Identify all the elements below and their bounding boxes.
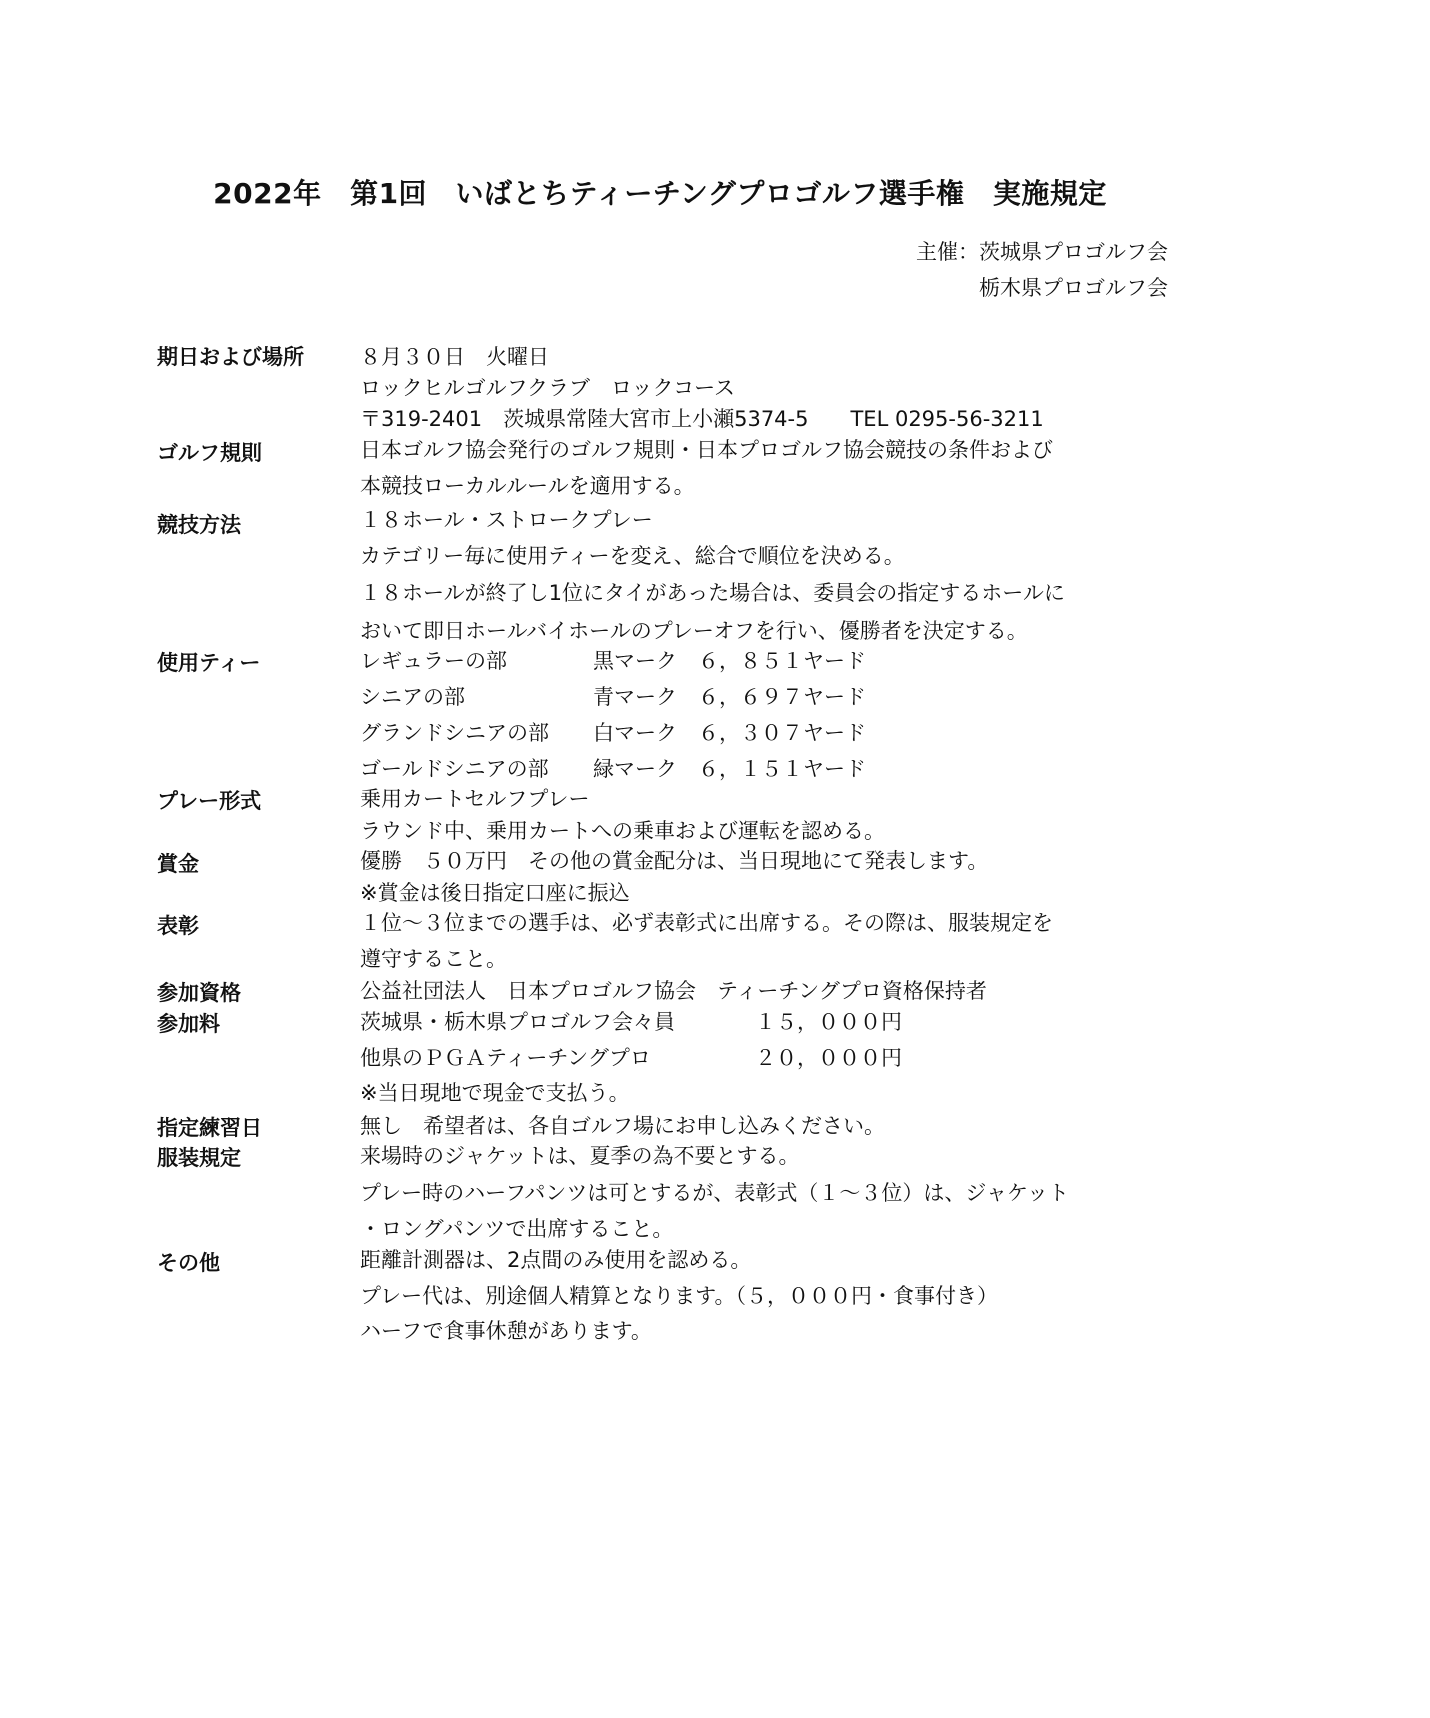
other-line-2: プレー代は、別途個人精算となります。（５，０００円・食事付き） <box>360 1284 998 1308</box>
format-line-3: １８ホールが終了し1位にタイがあった場合は、委員会の指定するホールに <box>360 581 1065 605</box>
fee-amount: １５，０００円 <box>755 1010 902 1034</box>
format-line-2: カテゴリー毎に使用ティーを変え、総合で順位を決める。 <box>360 544 905 568</box>
label-play-style: プレー形式 <box>157 789 262 813</box>
fee-who: 茨城県・栃木県プロゴルフ会々員 <box>360 1010 675 1034</box>
address-line: 〒319-2401 茨城県常陸大宮市上小瀬5374-5 TEL 0295-56-3211 <box>360 407 1044 431</box>
format-line-4: おいて即日ホールバイホールのプレーオフを行い、優勝者を決定する。 <box>360 619 1028 643</box>
venue-line: ロックヒルゴルフクラブ ロックコース <box>360 376 736 400</box>
tee-mark: 青マーク ６，６９７ヤード <box>593 685 866 709</box>
award-line-2: 遵守すること。 <box>360 947 507 971</box>
label-fee: 参加料 <box>157 1012 220 1036</box>
dress-line-2: プレー時のハーフパンツは可とするが、表彰式（１～３位）は、ジャケット <box>360 1181 1069 1205</box>
label-practice: 指定練習日 <box>157 1116 262 1140</box>
fee-who: 他県のＰＧＡティーチングプロ <box>360 1046 651 1070</box>
label-date-place: 期日および場所 <box>157 345 304 369</box>
label-award: 表彰 <box>157 914 199 938</box>
eligibility-line: 公益社団法人 日本プロゴルフ協会 ティーチングプロ資格保持者 <box>360 979 987 1003</box>
tee-mark: 白マーク ６，３０７ヤード <box>593 721 866 745</box>
prize-note: ※賞金は後日指定口座に振込 <box>360 881 630 905</box>
label-eligibility: 参加資格 <box>157 981 241 1005</box>
label-dress: 服装規定 <box>157 1146 241 1170</box>
prize-line-1: 優勝 ５０万円 その他の賞金配分は、当日現地にて発表します。 <box>360 849 989 873</box>
other-line-3: ハーフで食事休憩があります。 <box>360 1319 652 1343</box>
tee-mark: 黒マーク ６，８５１ヤード <box>593 649 866 673</box>
fee-note: ※当日現地で現金で支払う。 <box>360 1081 630 1105</box>
page-title: 2022年 第1回 いばとちティーチングプロゴルフ選手権 実施規定 <box>213 177 1107 210</box>
label-rules: ゴルフ規則 <box>157 441 262 465</box>
tee-division: レギュラーの部 <box>360 649 507 673</box>
format-line-1: １８ホール・ストロークプレー <box>360 508 653 532</box>
dress-line-3: ・ロングパンツで出席すること。 <box>360 1217 674 1241</box>
label-tees: 使用ティー <box>157 651 261 675</box>
organizer-2: 栃木県プロゴルフ会 <box>979 276 1168 300</box>
label-other: その他 <box>157 1251 220 1275</box>
tee-division: ゴールドシニアの部 <box>360 757 549 781</box>
label-prize: 賞金 <box>157 852 199 876</box>
dress-line-1: 来場時のジャケットは、夏季の為不要とする。 <box>360 1144 800 1168</box>
play-style-line-1: 乗用カートセルフプレー <box>360 787 590 811</box>
label-format: 競技方法 <box>157 513 241 537</box>
tee-division: グランドシニアの部 <box>360 721 549 745</box>
rules-line-1: 日本ゴルフ協会発行のゴルフ規則・日本プロゴルフ協会競技の条件および <box>360 438 1053 462</box>
practice-line: 無し 希望者は、各自ゴルフ場にお申し込みください。 <box>360 1114 885 1138</box>
award-line-1: １位～３位までの選手は、必ず表彰式に出席する。その際は、服装規定を <box>360 911 1053 935</box>
rules-line-2: 本競技ローカルルールを適用する。 <box>360 474 695 498</box>
organizer-1: 主催：茨城県プロゴルフ会 <box>916 240 1168 264</box>
play-style-line-2: ラウンド中、乗用カートへの乗車および運転を認める。 <box>360 819 885 843</box>
date-line: ８月３０日 火曜日 <box>360 345 549 369</box>
tee-mark: 緑マーク ６，１５１ヤード <box>593 757 866 781</box>
other-line-1: 距離計測器は、2点間のみ使用を認める。 <box>360 1248 752 1272</box>
fee-amount: ２０，０００円 <box>755 1046 902 1070</box>
tee-division: シニアの部 <box>360 685 465 709</box>
